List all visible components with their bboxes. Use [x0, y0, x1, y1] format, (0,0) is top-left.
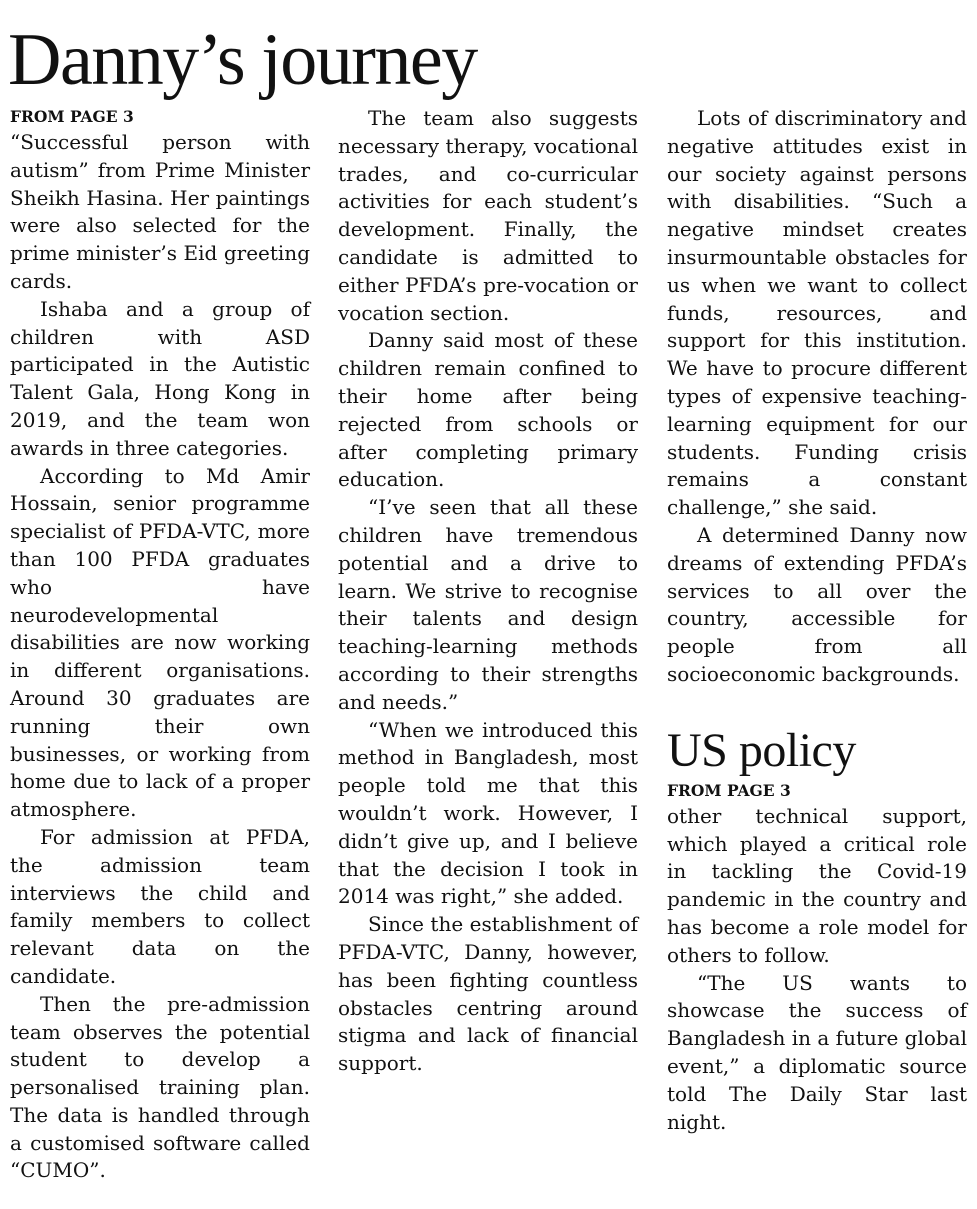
paragraph: Danny said most of these children remain confined to their home after being rejected from schools or after completing primary education.	[338, 328, 638, 492]
column-3	[667, 105, 967, 1136]
paragraph: “Successful person with autism” from Prime Minister Sheikh Hasina. Her paintings were also selected for the prime minister’s Eid greeting cards.	[10, 130, 310, 293]
paragraph: For admission at PFDA, the admission team interviews the child and family members to collect relevant data on the candidate.	[10, 824, 310, 988]
second-article-headline: US policy	[667, 723, 856, 777]
paragraph: A determined Danny now dreams of extending PFDA’s services to all over the country, accessible for people from all socioeconomic backgrounds.	[667, 522, 967, 686]
paragraph: “The US wants to showcase the success of Bangladesh in a future global event,” a diplomatic source told The Daily Star last night.	[667, 970, 967, 1134]
paragraph: Then the pre-admission team observes the potential student to develop a personalised training plan. The data is handled through a customised software called “CUMO”.	[10, 991, 310, 1183]
paragraph: “When we introduced this method in Bangladesh, most people told me that this wouldn’t work. However, I didn’t give up, and I believe that the decision I took in 2014 was right,” she added.	[338, 717, 638, 909]
column-1	[10, 105, 310, 1185]
paragraph: According to Md Amir Hossain, senior programme specialist of PFDA-VTC, more than 100 PFDA graduates who have neurodevelopmental disabilities are now working in different organisations. Around 30 graduates are running their own businesses, or working from home due to lack of a proper atmosphere.	[10, 463, 310, 822]
paragraph: The team also suggests necessary therapy, vocational trades, and co-curricular activities for each student’s development. Finally, the candidate is admitted to either PFDA’s pre-vocation or vocation section.	[338, 106, 638, 325]
paragraph: Ishaba and a group of children with ASD participated in the Autistic Talent Gala, Hong Kong in 2019, and the team won awards in three categories.	[10, 296, 310, 460]
paragraph: Lots of discriminatory and negative attitudes exist in our society against persons with disabilities. “Such a negative mindset creates insurmountable obstacles for us when we want to collect funds, resources, and support for this institution. We have to procure different types of expensive teaching-learning equipment for our students. Funding crisis remains a constant challenge,” she said.	[667, 106, 967, 520]
jump-line: FROM PAGE 3	[10, 107, 134, 126]
paragraph: Since the establishment of PFDA-VTC, Danny, however, has been fighting countless obstacles centring around stigma and lack of financial support.	[338, 912, 638, 1076]
article-headline: Danny’s journey	[8, 19, 477, 101]
paragraph: other technical support, which played a critical role in tackling the Covid-19 pandemic in the country and has become a role model for others to follow.	[667, 803, 967, 967]
paragraph: “I’ve seen that all these children have tremendous potential and a drive to learn. We strive to recognise their talents and design teaching-learning methods according to their strengths and needs.”	[338, 495, 638, 714]
jump-line: FROM PAGE 3	[667, 780, 791, 800]
column-2	[338, 105, 638, 1078]
